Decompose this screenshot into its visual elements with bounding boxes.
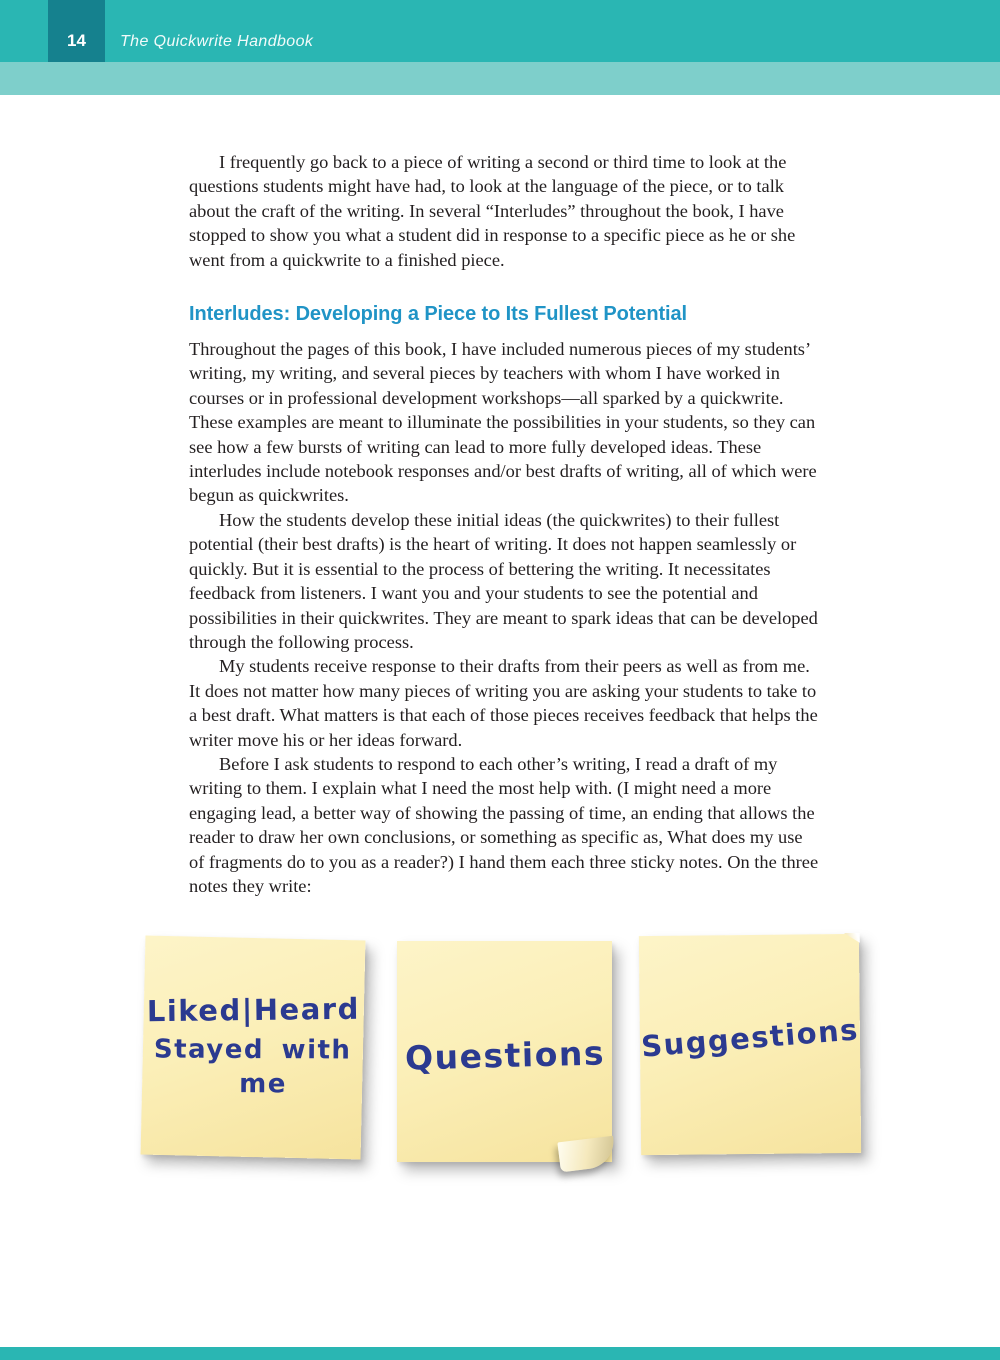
paragraph-5: Before I ask students to respond to each other’s writing, I read a draft of my writing to them. I explain what I need the most help with. (I might need a more engaging lead, a better way of showing the passing of time, an ending that allows the reader to draw her own conclusions, or something as specific as, What does my use of fragments do to you as a reader?) I hand them each three sticky notes. On the three notes they write: <box>189 753 819 896</box>
book-title: The Quickwrite Handbook <box>120 33 314 50</box>
paragraph-2: Throughout the pages of this book, I have included numerous pieces of my students’ writing, my writing, and several pieces by teachers with whom I have worked in courses or in professional development workshops—all sparked by a quickwrite. These examples are meant to illuminate the possibilities in your students, so they can see how a few bursts of writing can lead to more fully developed ideas. These interludes include notebook responses and/or best drafts of writing, all of which were begun as quickwrites. <box>189 339 817 506</box>
header-bar <box>0 0 1000 62</box>
page-number: 14 <box>67 31 86 50</box>
paragraph-1: I frequently go back to a piece of writing a second or third time to look at the questions students might have had, to look at the language of the piece, or to talk about the craft of the writing. In several “Interludes” throughout the book, I have stopped to show you what a student did in response to a specific piece as he or she went from a quickwrite to a finished piece. <box>189 152 796 270</box>
sticky-note-questions <box>397 941 612 1162</box>
note-line: Liked|Heard <box>147 991 361 1029</box>
note-line: Suggestions <box>639 1012 861 1064</box>
sticky-note-liked-heard <box>141 936 366 1160</box>
page-content <box>189 150 819 898</box>
note-line: Stayed with <box>154 1034 352 1066</box>
section-heading: Interludes: Developing a Piece to Its Fullest Potential <box>189 303 687 326</box>
curled-corner <box>557 1136 616 1173</box>
footer-bar <box>0 1347 1000 1360</box>
sticky-note-suggestions <box>639 934 861 1155</box>
paragraph-4: My students receive response to their drafts from their peers as well as from me. It does not matter how many pieces of writing you are asking your students to take to a best draft. What matters is that each of those pieces receives feedback that helps the writer move his or her ideas forward. <box>189 656 818 750</box>
note-line: me <box>239 1069 288 1100</box>
page-number-box <box>48 0 105 62</box>
corner-fold <box>844 933 860 943</box>
paragraph-3: How the students develop these initial ideas (the quickwrites) to their fullest potential (their best drafts) is the heart of writing. It does not happen seamlessly or quickly. But it is essential to the process of bettering the writing. It necessitates feedback from listeners. I want you and your students to see the potential and possibilities in their quickwrites. They are meant to spark ideas that can be developed through the following process. <box>189 509 818 652</box>
note-line: Questions <box>404 1033 605 1078</box>
subheader-bar <box>0 62 1000 95</box>
